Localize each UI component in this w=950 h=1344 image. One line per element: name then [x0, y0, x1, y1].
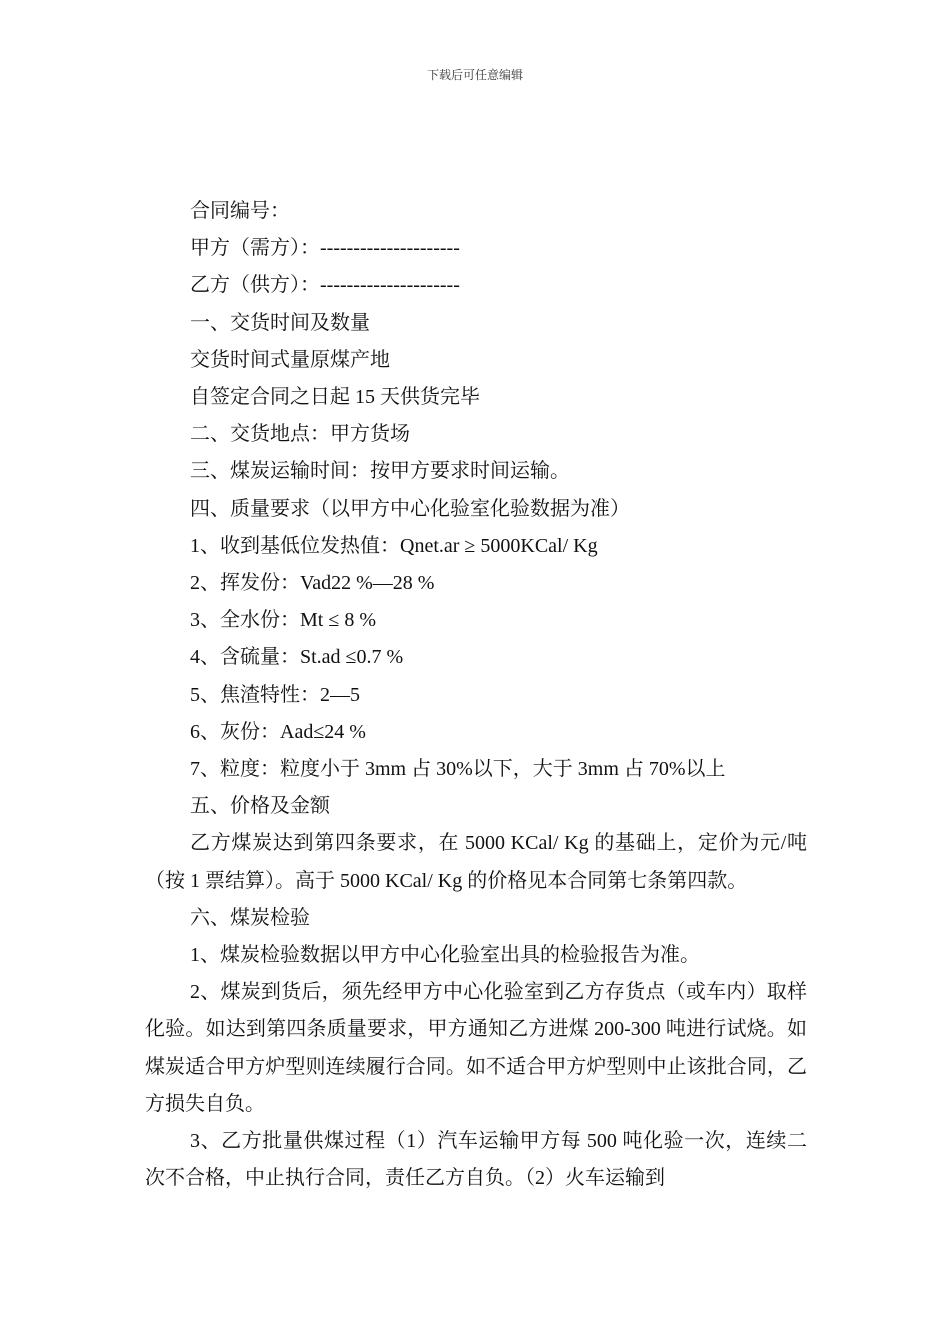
delivery-columns-line: 交货时间式量原煤产地	[190, 348, 390, 371]
section-heading-price: 五、价格及金额	[190, 795, 330, 818]
page-header: 下载后可任意编辑	[426, 68, 523, 82]
inspection-paragraph: 3、乙方批量供煤过程（1）汽车运输甲方每 500 吨化验一次，连续二次不合格，中止执行合同，责任乙方自负。（2）火车运输到	[145, 1130, 807, 1190]
section-heading-transport: 三、煤炭运输时间：按甲方要求时间运输。	[190, 460, 570, 483]
quality-item: 2、挥发份：Vad22 %—28 %	[190, 572, 435, 595]
quality-item: 7、粒度：粒度小于 3mm 占 30%以下，大于 3mm 占 70%以上	[190, 758, 726, 781]
section-heading-location: 二、交货地点：甲方货场	[190, 423, 410, 446]
quality-item: 3、全水份：Mt ≤ 8 %	[190, 609, 376, 632]
inspection-paragraph: 2、煤炭到货后，须先经甲方中心化验室到乙方存货点（或车内）取样化验。如达到第四条质量要求，甲方通知乙方进煤 200-300 吨进行试烧。如煤炭适合甲方炉型则连续履行合同。如不适合甲方炉型则中止该批合同，乙方损失自负。	[145, 981, 807, 1115]
price-paragraph: 乙方煤炭达到第四条要求，在 5000 KCal/ Kg 的基础上，定价为元/吨（按 1 票结算）。高于 5000 KCal/ Kg 的价格见本合同第七条第四款。	[145, 832, 807, 892]
quality-item: 1、收到基低位发热值：Qnet.ar ≥ 5000KCal/ Kg	[190, 534, 598, 557]
party-a-line: 甲方（需方）：---------------------	[190, 237, 460, 260]
section-heading-delivery: 一、交货时间及数量	[190, 311, 370, 334]
quality-item: 5、焦渣特性：2—5	[190, 683, 360, 706]
delivery-term-line: 自签定合同之日起 15 天供货完毕	[190, 386, 480, 409]
contract-body	[145, 193, 807, 1197]
contract-number-label: 合同编号：	[190, 200, 290, 222]
inspection-item: 1、煤炭检验数据以甲方中心化验室出具的检验报告为准。	[190, 944, 700, 967]
quality-item: 6、灰份：Aad≤24 %	[190, 720, 366, 743]
section-heading-quality: 四、质量要求（以甲方中心化验室化验数据为准）	[190, 497, 630, 520]
party-b-line: 乙方（供方）：---------------------	[190, 274, 460, 297]
section-heading-inspection: 六、煤炭检验	[190, 906, 310, 929]
quality-item: 4、含硫量：St.ad ≤0.7 %	[190, 646, 404, 669]
